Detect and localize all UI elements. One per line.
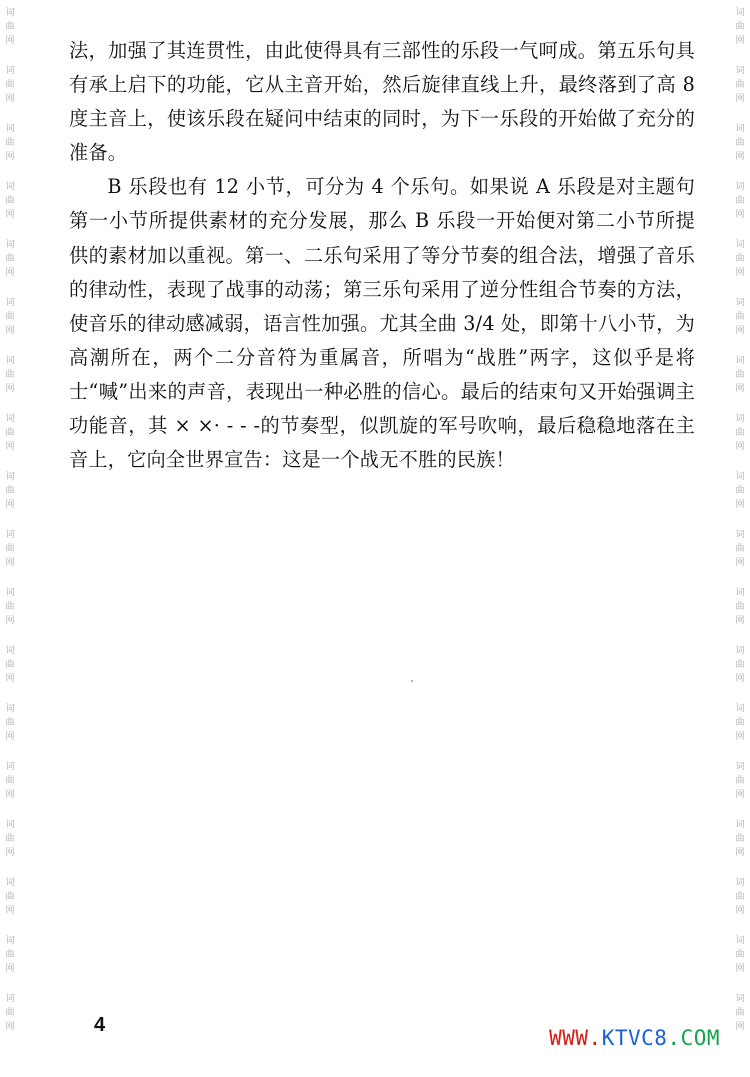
watermark-stamp (5, 296, 14, 338)
watermark-char: 曲 (5, 718, 15, 728)
site-name: KTVC8 (601, 1026, 668, 1050)
watermark-stamp (5, 122, 14, 164)
watermark-char: 曲 (5, 428, 15, 438)
watermark-stamp (5, 992, 14, 1034)
watermark-char: 词 (735, 994, 745, 1004)
watermark-char: 网 (5, 94, 15, 104)
watermark-char: 网 (735, 442, 745, 452)
watermark-char: 词 (735, 298, 745, 308)
watermark-stamp (735, 586, 744, 628)
watermark-char: 曲 (735, 718, 745, 728)
watermark-char: 词 (5, 124, 15, 134)
watermark-stamp (735, 122, 744, 164)
watermark-char: 曲 (735, 428, 745, 438)
watermark-char: 网 (5, 906, 15, 916)
watermark-char: 曲 (735, 776, 745, 786)
watermark-char: 网 (5, 558, 15, 568)
watermark-stamp (735, 702, 744, 744)
watermark-char: 网 (5, 326, 15, 336)
watermark-char: 词 (735, 356, 745, 366)
watermark-char: 词 (735, 646, 745, 656)
watermark-char: 词 (5, 182, 15, 192)
watermark-char: 词 (735, 704, 745, 714)
watermark-char: 词 (5, 646, 15, 656)
watermark-char: 网 (5, 210, 15, 220)
watermark-char: 网 (735, 790, 745, 800)
watermark-char: 曲 (735, 22, 745, 32)
watermark-char: 网 (735, 848, 745, 858)
watermark-char: 曲 (5, 80, 15, 90)
watermark-char: 网 (5, 442, 15, 452)
watermark-char: 曲 (5, 196, 15, 206)
watermark-stamp (5, 818, 14, 860)
watermark-stamp (735, 876, 744, 918)
watermark-stamp (5, 934, 14, 976)
watermark-stamp (735, 296, 744, 338)
watermark-char: 曲 (5, 138, 15, 148)
watermark-stamp (5, 644, 14, 686)
watermark-char: 曲 (735, 312, 745, 322)
watermark-char: 网 (735, 210, 745, 220)
watermark-char: 词 (5, 994, 15, 1004)
watermark-char: 网 (735, 558, 745, 568)
watermark-char: 词 (735, 124, 745, 134)
watermark-char: 网 (735, 36, 745, 46)
watermark-stamp (735, 934, 744, 976)
watermark-char: 词 (5, 820, 15, 830)
watermark-char: 曲 (5, 602, 15, 612)
watermark-char: 网 (5, 732, 15, 742)
site-suffix: .COM (667, 1026, 720, 1050)
watermark-char: 词 (5, 414, 15, 424)
watermark-char: 曲 (5, 950, 15, 960)
watermark-char: 网 (735, 732, 745, 742)
watermark-char: 曲 (735, 950, 745, 960)
footer-site-logo (549, 1026, 720, 1050)
watermark-stamp (5, 470, 14, 512)
watermark-char: 曲 (735, 1008, 745, 1018)
watermark-char: 网 (5, 268, 15, 278)
watermark-char: 词 (5, 704, 15, 714)
watermark-char: 网 (735, 384, 745, 394)
watermark-char: 曲 (735, 138, 745, 148)
watermark-char: 网 (5, 1022, 15, 1032)
watermark-char: 曲 (5, 254, 15, 264)
watermark-stamp (735, 470, 744, 512)
page-body (69, 34, 695, 477)
watermark-char: 网 (5, 964, 15, 974)
watermark-char: 词 (735, 762, 745, 772)
watermark-stamp (5, 702, 14, 744)
watermark-char: 曲 (5, 22, 15, 32)
watermark-char: 词 (5, 588, 15, 598)
watermark-char: 词 (5, 66, 15, 76)
right-watermark-strip (732, 0, 748, 1077)
watermark-char: 曲 (735, 660, 745, 670)
watermark-char: 词 (5, 8, 15, 18)
paragraph-continuation: 法，加强了其连贯性，由此使得具有三部性的乐段一气呵成。第五乐句具有承上启下的功能，它从主音开始，然后旋律直线上升，最终落到了高 8 度主音上，使该乐段在疑问中结束的同时，为下一乐段的开始做了充分的准备。 (69, 39, 695, 165)
watermark-char: 词 (735, 182, 745, 192)
watermark-char: 曲 (735, 370, 745, 380)
watermark-stamp (735, 354, 744, 396)
watermark-char: 网 (735, 1022, 745, 1032)
watermark-char: 网 (5, 152, 15, 162)
watermark-stamp (5, 876, 14, 918)
left-watermark-strip (2, 0, 18, 1077)
watermark-stamp (5, 586, 14, 628)
watermark-char: 词 (735, 414, 745, 424)
watermark-stamp (735, 64, 744, 106)
watermark-char: 词 (5, 936, 15, 946)
watermark-char: 曲 (5, 834, 15, 844)
watermark-stamp (5, 354, 14, 396)
watermark-char: 曲 (735, 80, 745, 90)
watermark-char: 曲 (5, 312, 15, 322)
watermark-stamp (5, 180, 14, 222)
watermark-char: 网 (5, 616, 15, 626)
watermark-char: 词 (735, 878, 745, 888)
watermark-char: 词 (735, 588, 745, 598)
watermark-char: 词 (5, 530, 15, 540)
watermark-stamp (735, 412, 744, 454)
watermark-char: 网 (5, 674, 15, 684)
watermark-char: 曲 (735, 254, 745, 264)
watermark-char: 网 (5, 848, 15, 858)
watermark-char: 网 (735, 674, 745, 684)
watermark-stamp (735, 528, 744, 570)
watermark-char: 网 (735, 326, 745, 336)
watermark-char: 曲 (5, 544, 15, 554)
watermark-stamp (5, 528, 14, 570)
watermark-stamp (735, 992, 744, 1034)
watermark-char: 网 (735, 616, 745, 626)
watermark-stamp (5, 412, 14, 454)
watermark-char: 网 (735, 500, 745, 510)
watermark-char: 网 (5, 384, 15, 394)
watermark-char: 网 (5, 790, 15, 800)
watermark-char: 网 (735, 152, 745, 162)
watermark-char: 词 (735, 820, 745, 830)
watermark-char: 网 (735, 906, 745, 916)
watermark-char: 曲 (735, 892, 745, 902)
watermark-char: 词 (735, 240, 745, 250)
watermark-stamp (735, 644, 744, 686)
watermark-char: 曲 (5, 776, 15, 786)
page-number: 4 (94, 1014, 106, 1036)
watermark-char: 曲 (5, 486, 15, 496)
watermark-char: 词 (735, 8, 745, 18)
watermark-char: 网 (735, 94, 745, 104)
watermark-char: 曲 (5, 660, 15, 670)
watermark-stamp (5, 6, 14, 48)
watermark-char: 词 (5, 298, 15, 308)
watermark-stamp (735, 238, 744, 280)
watermark-char: 网 (5, 36, 15, 46)
watermark-char: 词 (735, 66, 745, 76)
watermark-char: 曲 (735, 602, 745, 612)
watermark-stamp (735, 180, 744, 222)
site-prefix: WWW. (549, 1026, 602, 1050)
watermark-char: 网 (5, 500, 15, 510)
watermark-stamp (735, 818, 744, 860)
watermark-stamp (735, 760, 744, 802)
watermark-char: 曲 (735, 196, 745, 206)
watermark-char: 曲 (5, 370, 15, 380)
watermark-char: 曲 (735, 544, 745, 554)
watermark-stamp (5, 238, 14, 280)
watermark-char: 曲 (735, 834, 745, 844)
watermark-char: 网 (735, 964, 745, 974)
watermark-char: 词 (5, 762, 15, 772)
watermark-char: 词 (735, 472, 745, 482)
watermark-stamp (5, 64, 14, 106)
watermark-char: 词 (5, 240, 15, 250)
scan-speck (411, 680, 413, 682)
watermark-char: 词 (5, 472, 15, 482)
paragraph-b-section: B 乐段也有 12 小节，可分为 4 个乐句。如果说 A 乐段是对主题句第一小节所提供素材的充分发展，那么 B 乐段一开始便对第二小节所提供的素材加以重视。第一、二乐句采用了等分节奏的组合法，增强了音乐的律动性，表现了战事的动荡；第三乐句采用了逆分性组合节奏的方法，使音乐的律动感减弱，语言性加强。尤其全曲 3/4 处，即第十八小节，为高潮所在，两个二分音符为重属音，所唱为“战胜”两字，这似乎是将士“喊”出来的声音，表现出一种必胜的信心。最后的结束句又开始强调主功能音，其 × ×· - - -的节奏型，似凯旋的军号吹响，最后稳稳地落在主音上，它向全世界宣告：这是一个战无不胜的民族！ (69, 175, 695, 472)
watermark-char: 曲 (5, 1008, 15, 1018)
watermark-char: 词 (5, 356, 15, 366)
watermark-stamp (735, 6, 744, 48)
watermark-char: 词 (735, 936, 745, 946)
watermark-char: 曲 (735, 486, 745, 496)
watermark-stamp (5, 760, 14, 802)
watermark-char: 词 (5, 878, 15, 888)
watermark-char: 网 (735, 268, 745, 278)
watermark-char: 曲 (5, 892, 15, 902)
watermark-char: 词 (735, 530, 745, 540)
